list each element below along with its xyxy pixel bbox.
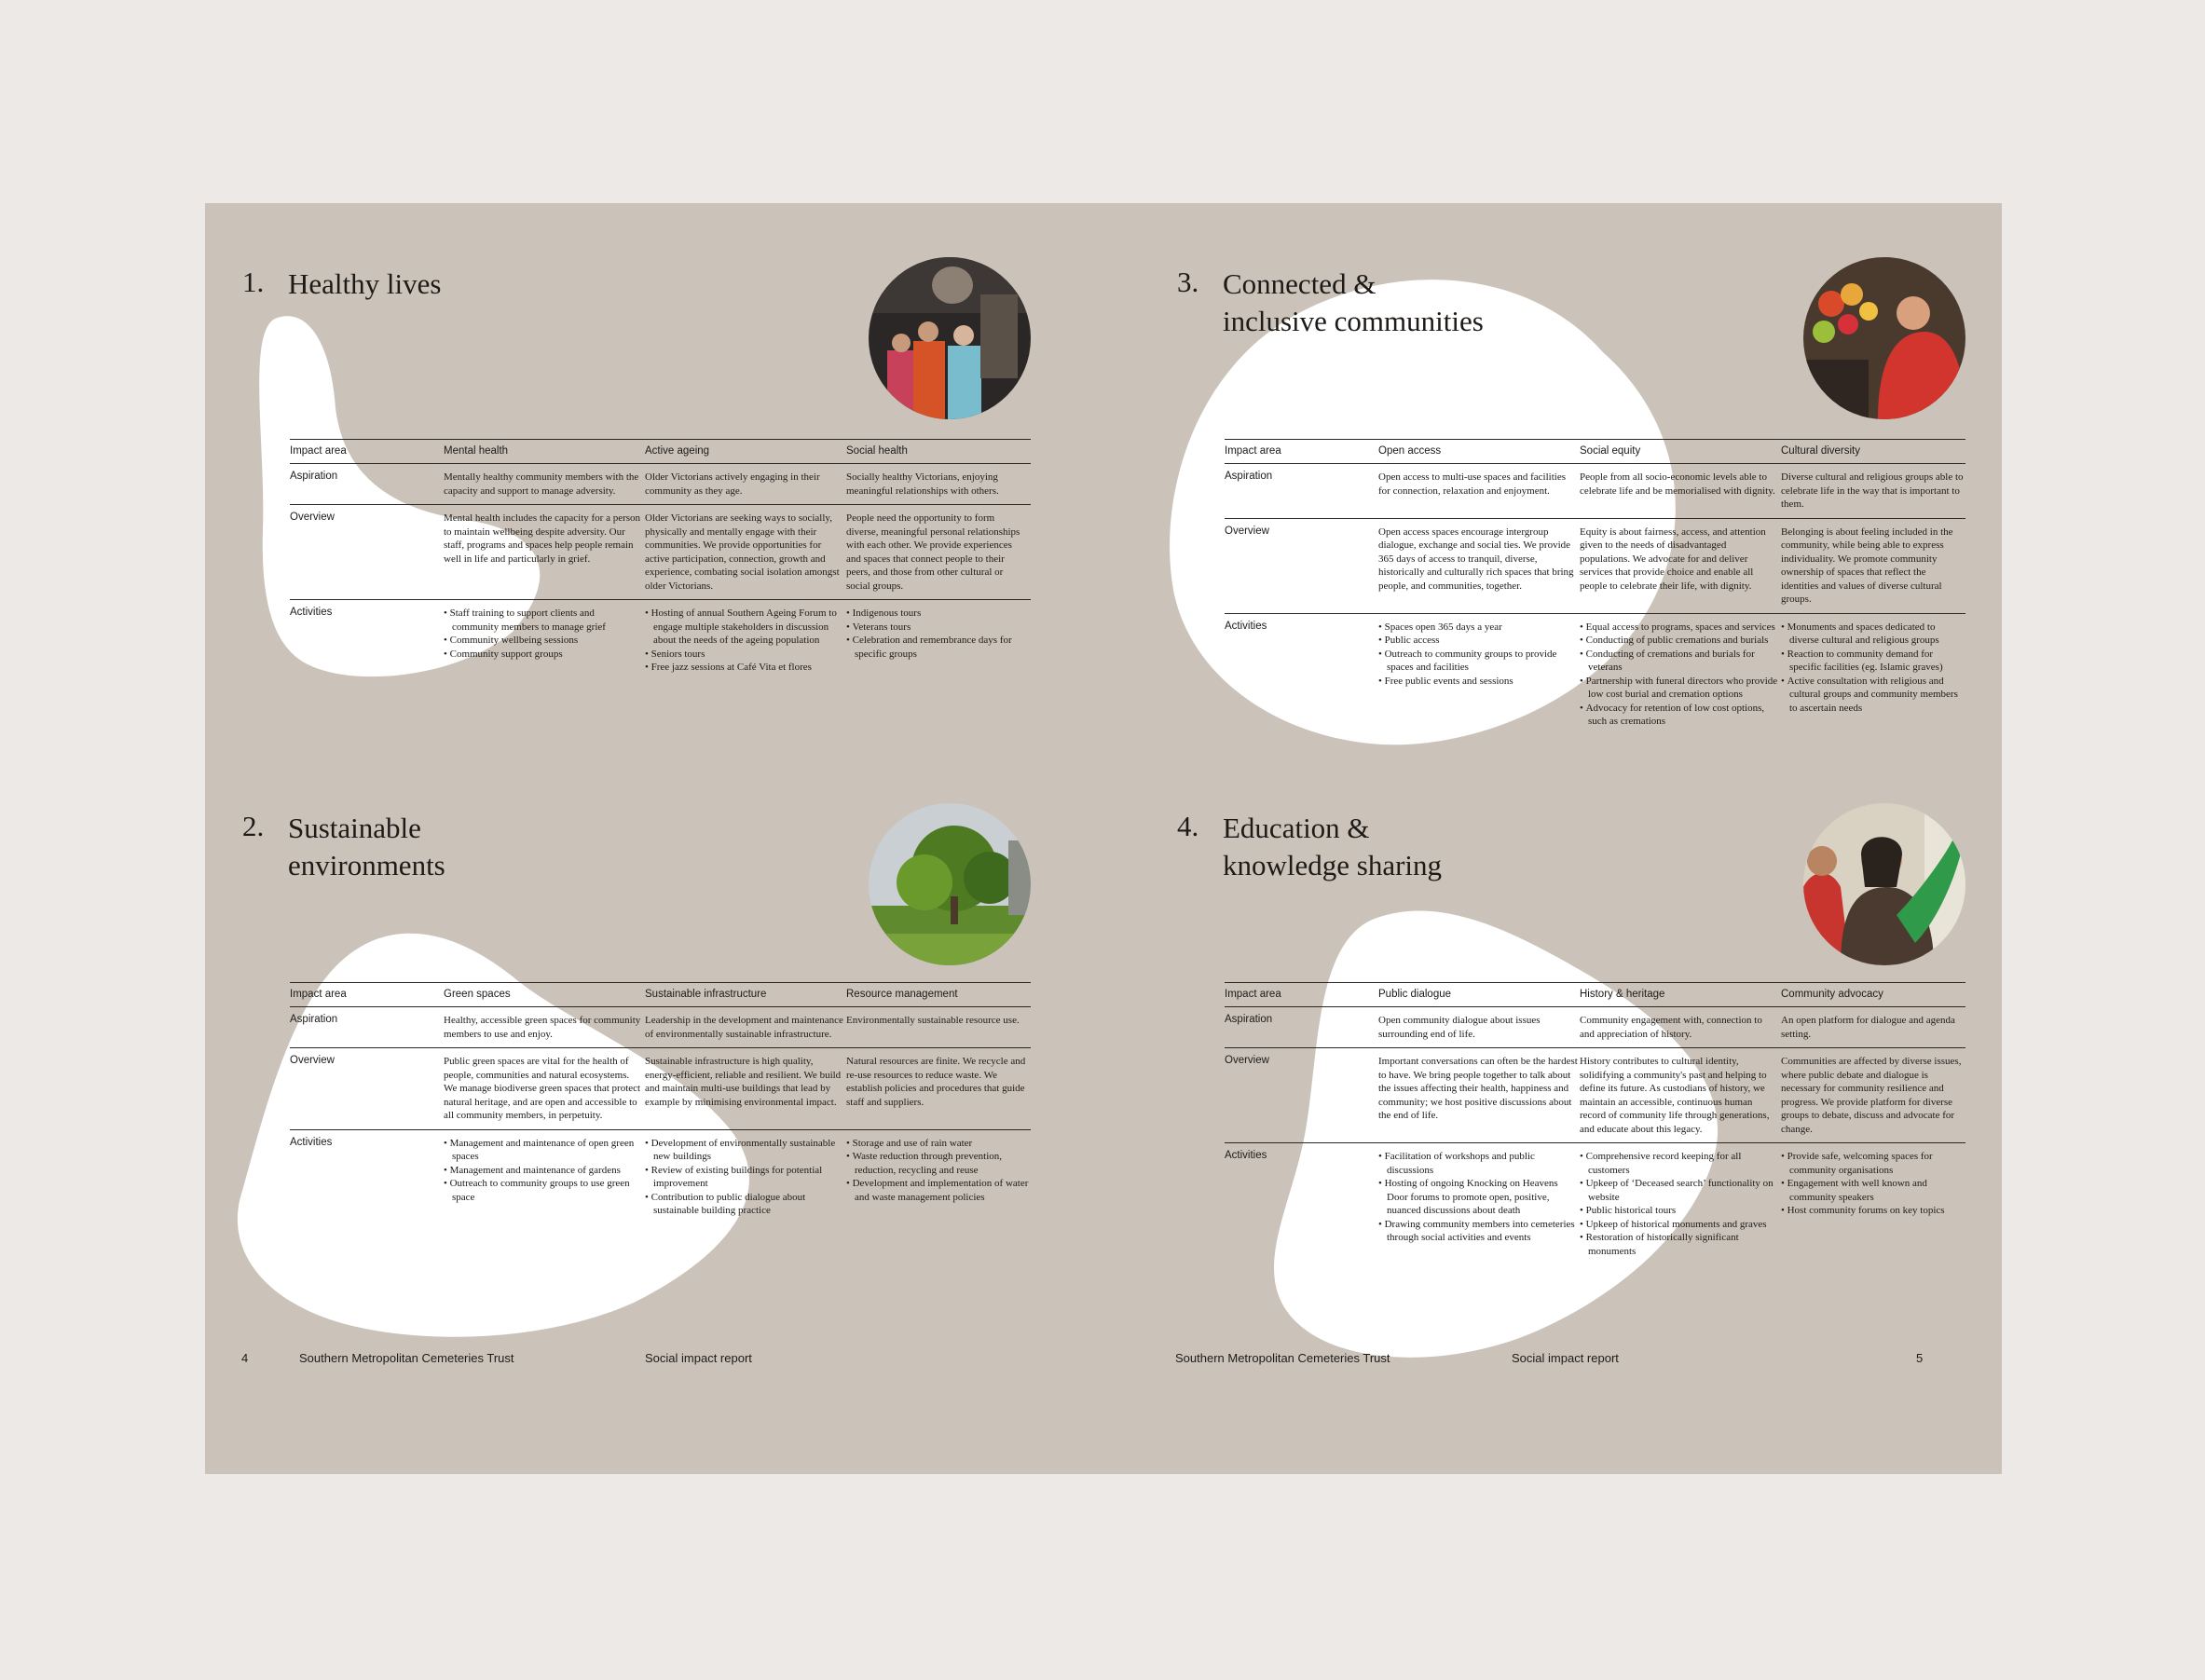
section-title: Education & knowledge sharing <box>1223 812 1443 881</box>
activity-item: • Public access <box>1378 634 1578 648</box>
activities-cell <box>645 1129 846 1224</box>
row-label: Activities <box>1225 1150 1267 1161</box>
row-label: Aspiration <box>1225 464 1378 519</box>
impact-table <box>290 439 1031 681</box>
table-cell: Equity is about fairness, access, and attention given to the needs of disadvantaged populations. We advocate for and deliver services that provide choice and enable all people to celebrate their life, with dignity. <box>1580 518 1781 613</box>
table-row <box>290 1048 1031 1130</box>
table-cell: People from all socio-economic levels able to celebrate life and be memorialised with dignity. <box>1580 464 1781 519</box>
activity-item: • Drawing community members into cemeteries through social activities and events <box>1378 1218 1578 1245</box>
table-row <box>290 464 1031 505</box>
table-header: Active ageing <box>645 440 846 464</box>
activity-item: • Outreach to community groups to provide spaces and facilities <box>1378 648 1578 675</box>
impact-table <box>1225 982 1965 1264</box>
activity-item: • Partnership with funeral directors who provide low cost burial and cremation options <box>1580 675 1779 702</box>
table-cell: Open access spaces encourage intergroup dialogue, exchange and social ties. We provide 365 days of access to tranquil, diverse, historically and culturally rich spaces that bring people, and communities, together. <box>1378 518 1580 613</box>
activities-cell <box>1378 613 1580 735</box>
table-row <box>1225 613 1965 735</box>
activity-item: • Active consultation with religious and cultural groups and community members to ascertain needs <box>1781 675 1964 716</box>
table-row <box>290 1007 1031 1048</box>
table-header: Impact area <box>290 440 444 464</box>
footer-org-right: Southern Metropolitan Cemeteries Trust <box>1175 1351 1390 1365</box>
table-header: Social health <box>846 440 1031 464</box>
table-cell: Open community dialogue about issues surrounding end of life. <box>1378 1007 1580 1048</box>
activity-item: • Provide safe, welcoming spaces for community organisations <box>1781 1150 1964 1177</box>
activity-item: • Facilitation of workshops and public discussions <box>1378 1150 1578 1177</box>
table-header: Green spaces <box>444 983 645 1007</box>
table-cell: Leadership in the development and maintenance of environmentally sustainable infrastructure. <box>645 1007 846 1048</box>
section-number: 1. <box>242 266 265 298</box>
activity-item: • Storage and use of rain water <box>846 1137 1029 1151</box>
footer-doc-left: Social impact report <box>645 1351 752 1365</box>
activities-cell <box>645 600 846 681</box>
section-title: Sustainable environments <box>288 812 445 881</box>
activities-cell <box>444 600 645 681</box>
activities-cell <box>444 1129 645 1224</box>
table-cell: Community engagement with, connection to and appreciation of history. <box>1580 1007 1781 1048</box>
table-cell: Mentally healthy community members with the capacity and support to manage adversity. <box>444 464 645 505</box>
section-number: 2. <box>242 810 265 842</box>
table-row <box>290 505 1031 600</box>
activity-item: • Hosting of annual Southern Ageing Forum to engage multiple stakeholders in discussion about the needs of the ageing population <box>645 607 844 648</box>
activity-item: • Comprehensive record keeping for all customers <box>1580 1150 1779 1177</box>
table-cell: Open access to multi-use spaces and facilities for connection, relaxation and enjoyment. <box>1378 464 1580 519</box>
activity-item: • Outreach to community groups to use green space <box>444 1177 643 1204</box>
activities-cell <box>1378 1143 1580 1265</box>
row-label: Aspiration <box>290 464 444 505</box>
activities-cell <box>1781 1143 1965 1265</box>
activity-item: • Engagement with well known and community speakers <box>1781 1177 1964 1204</box>
activity-item: • Community wellbeing sessions <box>444 634 643 648</box>
activities-cell <box>846 1129 1031 1224</box>
row-label: Activities <box>1225 620 1267 632</box>
activity-item: • Staff training to support clients and community members to manage grief <box>444 607 643 634</box>
table-cell: People need the opportunity to form diverse, meaningful personal relationships with each other. We provide experiences and spaces that connect people to their peers, and those from other cultural or social groups. <box>846 505 1031 600</box>
activity-item: • Management and maintenance of gardens <box>444 1164 643 1178</box>
section-number: 4. <box>1177 810 1199 842</box>
activity-item: • Host community forums on key topics <box>1781 1204 1964 1218</box>
table-row <box>290 1129 1031 1224</box>
table-header: History & heritage <box>1580 983 1781 1007</box>
row-label: Activities <box>290 1136 333 1148</box>
table-row <box>1225 518 1965 613</box>
activity-item: • Seniors tours <box>645 648 844 662</box>
table-cell: Mental health includes the capacity for a person to maintain wellbeing despite adversity. Our staff, programs and spaces help people remain well in life and particularly in grief. <box>444 505 645 600</box>
activities-cell <box>1781 613 1965 735</box>
activity-item: • Restoration of historically significant monuments <box>1580 1231 1779 1258</box>
table-header: Open access <box>1378 440 1580 464</box>
row-label: Overview <box>290 505 444 600</box>
table-header: Social equity <box>1580 440 1781 464</box>
tai-chi-group-photo <box>869 257 1031 419</box>
activity-item: • Veterans tours <box>846 621 1029 635</box>
table-row <box>1225 1143 1965 1265</box>
workshop-participants-photo <box>1803 803 1965 965</box>
table-header: Resource management <box>846 983 1031 1007</box>
activity-item: • Monuments and spaces dedicated to diverse cultural and religious groups <box>1781 621 1964 648</box>
activity-item: • Spaces open 365 days a year <box>1378 621 1578 635</box>
table-cell: History contributes to cultural identity, solidifying a community's past and helping to define its future. As custodians of history, we maintain an accessible, continuous human record of community life through generations, and educate about this legacy. <box>1580 1048 1781 1143</box>
row-label: Activities <box>290 607 333 618</box>
row-label: Overview <box>1225 518 1378 613</box>
section-sustainable-environments <box>242 810 1029 1238</box>
row-label: Overview <box>290 1048 444 1130</box>
park-tree-photo <box>869 803 1031 965</box>
activities-cell <box>846 600 1031 681</box>
table-header: Community advocacy <box>1781 983 1965 1007</box>
table-cell: Diverse cultural and religious groups able to celebrate life in the way that is important to them. <box>1781 464 1965 519</box>
activity-item: • Conducting of public cremations and burials <box>1580 634 1779 648</box>
table-header: Public dialogue <box>1378 983 1580 1007</box>
row-label: Aspiration <box>290 1007 444 1048</box>
activity-item: • Reaction to community demand for specific facilities (eg. Islamic graves) <box>1781 648 1964 675</box>
table-header: Mental health <box>444 440 645 464</box>
activity-item: • Free public events and sessions <box>1378 675 1578 689</box>
section-title: Connected & inclusive communities <box>1223 267 1484 337</box>
activity-item: • Indigenous tours <box>846 607 1029 621</box>
table-header: Cultural diversity <box>1781 440 1965 464</box>
row-label: Aspiration <box>1225 1007 1378 1048</box>
row-label: Overview <box>1225 1048 1378 1143</box>
activity-item: • Conducting of cremations and burials for veterans <box>1580 648 1779 675</box>
table-cell: Socially healthy Victorians, enjoying meaningful relationships with others. <box>846 464 1031 505</box>
table-row <box>1225 1007 1965 1048</box>
activity-item: • Contribution to public dialogue about sustainable building practice <box>645 1191 844 1218</box>
table-cell: Sustainable infrastructure is high quality, energy-efficient, reliable and resilient. We build and maintain multi-use buildings that lead by example by minimising environmental impact. <box>645 1048 846 1130</box>
table-header: Impact area <box>1225 440 1378 464</box>
activities-cell <box>1580 1143 1781 1265</box>
activity-item: • Waste reduction through prevention, reduction, recycling and reuse <box>846 1150 1029 1177</box>
activity-item: • Upkeep of historical monuments and graves <box>1580 1218 1779 1232</box>
activity-item: • Community support groups <box>444 648 643 662</box>
activity-item: • Development of environmentally sustainable new buildings <box>645 1137 844 1164</box>
section-number: 3. <box>1177 266 1199 298</box>
activities-cell <box>1580 613 1781 735</box>
activity-item: • Hosting of ongoing Knocking on Heavens Door forums to promote open, positive, nuanced discussions about death <box>1378 1177 1578 1218</box>
table-cell: Healthy, accessible green spaces for community members to use and enjoy. <box>444 1007 645 1048</box>
impact-table <box>1225 439 1965 735</box>
table-row <box>290 600 1031 681</box>
activity-item: • Advocacy for retention of low cost options, such as cremations <box>1580 702 1779 729</box>
activity-item: • Management and maintenance of open green spaces <box>444 1137 643 1164</box>
section-healthy-lives <box>242 266 1020 713</box>
table-cell: Natural resources are finite. We recycle and re-use resources to reduce waste. We establish policies and procedures that guide staff and suppliers. <box>846 1048 1031 1130</box>
section-education-knowledge <box>1177 810 1962 1257</box>
activity-item: • Upkeep of ‘Deceased search’ functionality on website <box>1580 1177 1779 1204</box>
table-cell: Important conversations can often be the hardest to have. We bring people together to talk about the issues affecting their health, happiness and community; we host positive discussions about the end of life. <box>1378 1048 1580 1143</box>
table-row <box>1225 1048 1965 1143</box>
section-title: Healthy lives <box>288 267 442 300</box>
table-cell: Belonging is about feeling included in the community, while being able to express individuality. We promote community ownership of spaces that reflect the identities and values of diverse cultural groups. <box>1781 518 1965 613</box>
table-cell: An open platform for dialogue and agenda setting. <box>1781 1007 1965 1048</box>
table-header: Impact area <box>290 983 444 1007</box>
table-row <box>1225 464 1965 519</box>
activity-item: • Celebration and remembrance days for specific groups <box>846 634 1029 661</box>
table-cell: Public green spaces are vital for the health of people, communities and natural ecosystems. We manage biodiverse green spaces that protect natural heritage, and are open and accessible to all community members, in perpetuity. <box>444 1048 645 1130</box>
activity-item: • Equal access to programs, spaces and services <box>1580 621 1779 635</box>
activity-item: • Development and implementation of water and waste management policies <box>846 1177 1029 1204</box>
table-cell: Environmentally sustainable resource use. <box>846 1007 1031 1048</box>
table-cell: Communities are affected by diverse issues, where public debate and dialogue is necessary for community resilience and progress. We provide platform for diverse groups to debate, discuss and advocate for change. <box>1781 1048 1965 1143</box>
impact-table <box>290 982 1031 1224</box>
table-header: Impact area <box>1225 983 1378 1007</box>
table-cell: Older Victorians actively engaging in their community as they age. <box>645 464 846 505</box>
activity-item: • Review of existing buildings for potential improvement <box>645 1164 844 1191</box>
table-cell: Older Victorians are seeking ways to socially, physically and mentally engage with their communities. We provide opportunities for active participation, connection, growth and experience, combating social isolation amongst older Victorians. <box>645 505 846 600</box>
footer-doc-right: Social impact report <box>1512 1351 1619 1365</box>
activity-item: • Public historical tours <box>1580 1204 1779 1218</box>
table-header: Sustainable infrastructure <box>645 983 846 1007</box>
footer-org-left: Southern Metropolitan Cemeteries Trust <box>299 1351 514 1365</box>
page-number-left: 4 <box>241 1351 249 1365</box>
section-connected-communities <box>1177 266 1964 750</box>
page-number-right: 5 <box>1916 1351 1924 1365</box>
activity-item: • Free jazz sessions at Café Vita et flores <box>645 661 844 675</box>
market-monk-photo <box>1803 257 1965 419</box>
